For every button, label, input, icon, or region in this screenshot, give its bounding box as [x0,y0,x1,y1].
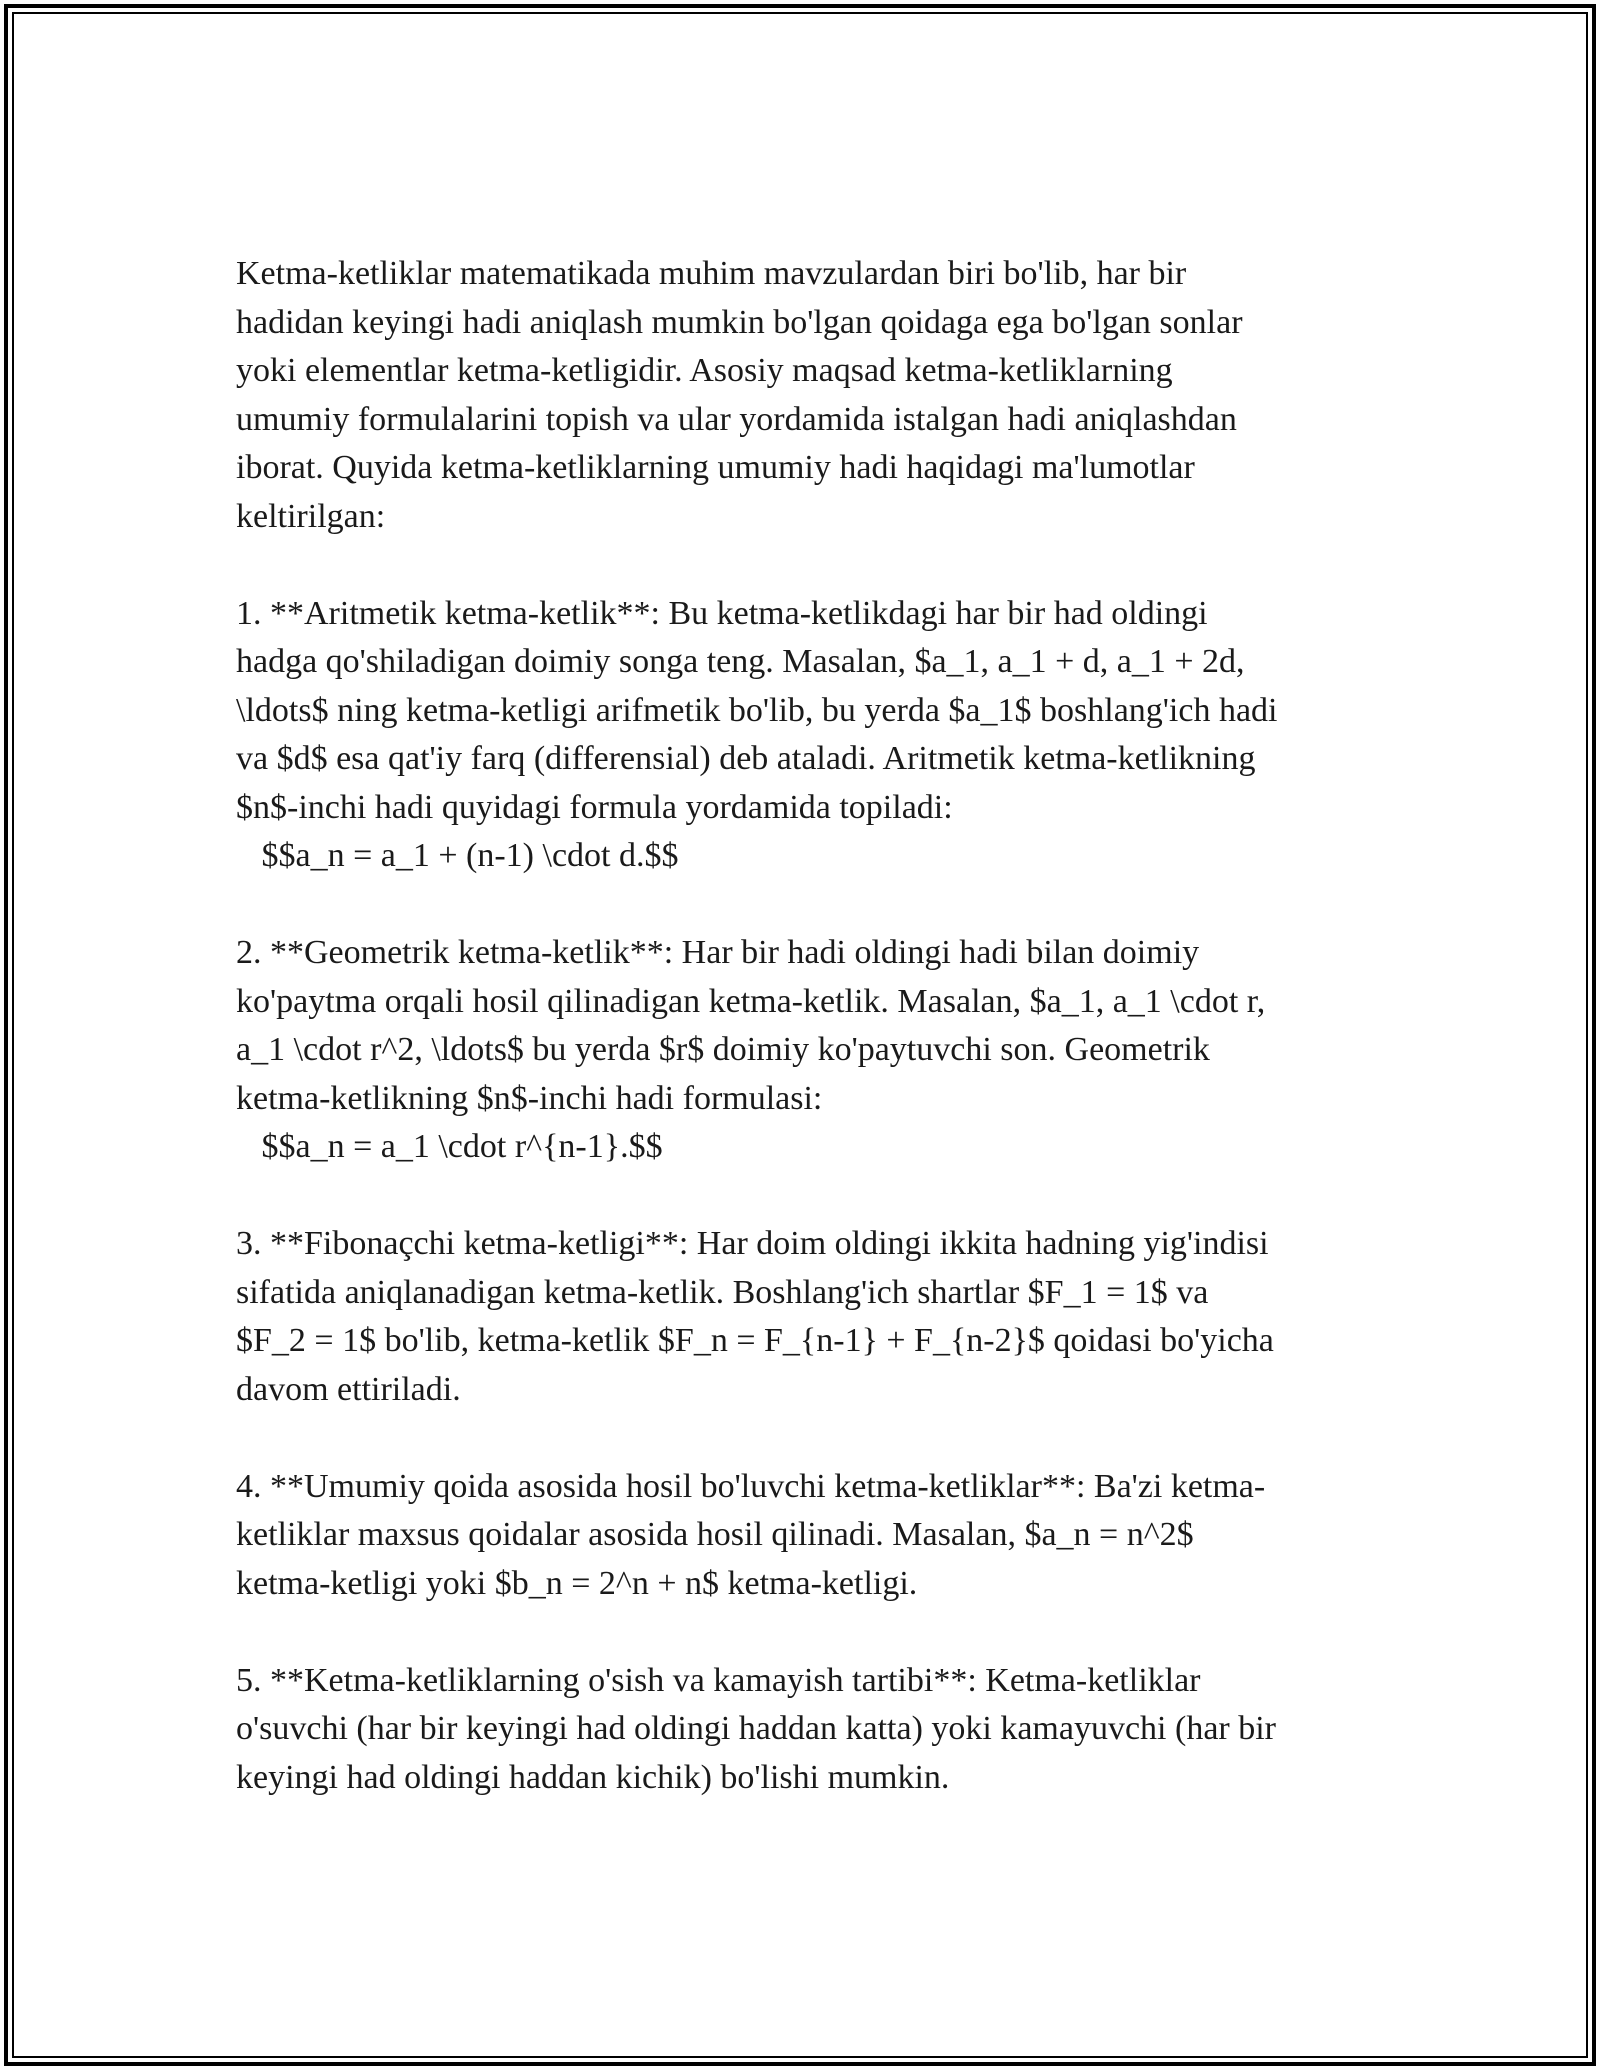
text-line: davom ettiriladi. [236,1370,461,1408]
text-line: 5. **Ketma-ketliklarning o'sish va kamayish tartibi**: Ketma-ketliklar [236,1661,1201,1699]
text-line: 2. **Geometrik ketma-ketlik**: Har bir hadi oldingi hadi bilan doimiy [236,934,1200,971]
text-line: hadga qo'shiladigan doimiy songa teng. Masalan, $a_1, a_1 + d, a_1 + 2d, [236,643,1245,680]
intro-paragraph [236,250,1376,541]
text-line: o'suvchi (har bir keyingi had oldingi haddan katta) yoki kamayuvchi (har bir [236,1710,1277,1747]
list-item-5 [236,1657,1376,1803]
paragraph-spacer [236,1608,1376,1657]
text-line: 4. **Umumiy qoida asosida hosil bo'luvchi ketma-ketliklar**: Ba'zi ketma- [236,1467,1266,1505]
list-item-2 [236,929,1376,1172]
text-line: ko'paytma orqali hosil qilinadigan ketma-ketlik. Masalan, $a_1, a_1 \cdot r, [236,982,1266,1020]
text-line: $F_2 = 1$ bo'lib, ketma-ketlik $F_n = F_{n-1} + F_{n-2}$ qoidasi bo'yicha [236,1322,1274,1359]
text-line: \ldots$ ning ketma-ketligi arifmetik bo'lib, bu yerda $a_1$ boshlang'ich hadi [236,691,1278,729]
list-item-4 [236,1463,1376,1609]
text-line: ketma-ketlikning $n$-inchi hadi formulasi: [236,1079,823,1117]
text-line: 3. **Fibonaçchi ketma-ketligi**: Har doim oldingi ikkita hadning yig'indisi [236,1225,1269,1262]
text-line: Ketma-ketliklar matematikada muhim mavzulardan biri bo'lib, har bir [236,255,1187,292]
text-line: yoki elementlar ketma-ketligidir. Asosiy maqsad ketma-ketliklarning [236,352,1173,389]
text-line: sifatida aniqlanadigan ketma-ketlik. Boshlang'ich shartlar $F_1 = 1$ va [236,1273,1209,1311]
text-line: a_1 \cdot r^2, \ldots$ bu yerda $r$ doimiy ko'paytuvchi son. Geometrik [236,1031,1210,1068]
list-item-1 [236,590,1376,881]
paragraph-spacer [236,1414,1376,1463]
text-line: ketma-ketligi yoki $b_n = 2^n + n$ ketma-ketligi. [236,1564,918,1602]
text-line: umumiy formulalarini topish va ular yordamida istalgan hadi aniqlashdan [236,400,1237,438]
text-line: va $d$ esa qat'iy farq (differensial) deb ataladi. Aritmetik ketma-ketlikning [236,740,1256,777]
text-line: ketliklar maxsus qoidalar asosida hosil qilinadi. Masalan, $a_n = n^2$ [236,1516,1194,1553]
document-body [236,250,1376,1802]
text-line: keyingi had oldingi haddan kichik) bo'lishi mumkin. [236,1758,950,1796]
list-item-3 [236,1220,1376,1414]
paragraph-spacer [236,1172,1376,1221]
text-line: $$a_n = a_1 \cdot r^{n-1}.$$ [236,1128,663,1165]
paragraph-spacer [236,541,1376,590]
text-line: iborat. Quyida ketma-ketliklarning umumiy hadi haqidagi ma'lumotlar [236,449,1195,486]
text-line: $n$-inchi hadi quyidagi formula yordamida topiladi: [236,788,953,826]
text-line: $$a_n = a_1 + (n-1) \cdot d.$$ [236,837,679,874]
text-line: 1. **Aritmetik ketma-ketlik**: Bu ketma-ketlikdagi har bir had oldingi [236,594,1208,632]
text-line: hadidan keyingi hadi aniqlash mumkin bo'lgan qoidaga ega bo'lgan sonlar [236,303,1243,341]
paragraph-spacer [236,881,1376,930]
text-line: keltirilgan: [236,497,386,535]
